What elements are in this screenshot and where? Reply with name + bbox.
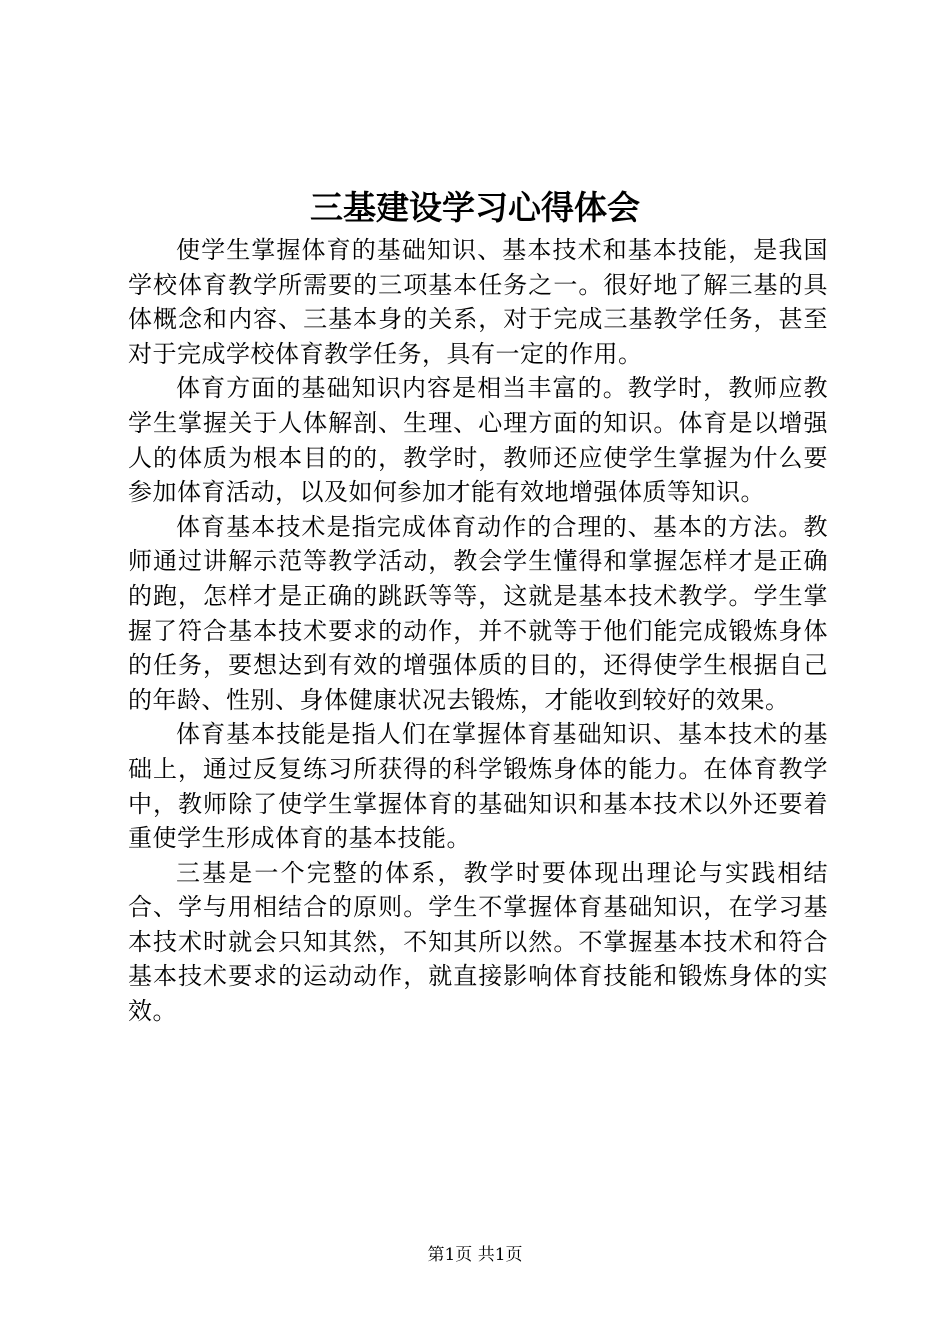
paragraph-5: 三基是一个完整的体系，教学时要体现出理论与实践相结合、学与用相结合的原则。学生不掌握体育基础知识，在学习基本技术时就会只知其然，不知其所以然。不掌握基本技术和符合基本技术要求的运动动作，就直接影响体育技能和锻炼身体的实效。 [128,858,828,1026]
document-title: 三基建设学习心得体会 [310,188,640,227]
document-body [128,233,828,1029]
paragraph-1: 使学生掌握体育的基础知识、基本技术和基本技能，是我国学校体育教学所需要的三项基本任务之一。很好地了解三基的具体概念和内容、三基本身的关系，对于完成三基教学任务，甚至对于完成学校体育教学任务，具有一定的作用。 [128,236,828,368]
page-number-footer: 第1页 共1页 [427,1245,523,1265]
paragraph-3: 体育基本技术是指完成体育动作的合理的、基本的方法。教师通过讲解示范等教学活动，教会学生懂得和掌握怎样才是正确的跑，怎样才是正确的跳跃等等，这就是基本技术教学。学生掌握了符合基本技术要求的动作，并不就等于他们能完成锻炼身体的任务，要想达到有效的增强体质的目的，还得使学生根据自己的年龄、性别、身体健康状况去锻炼，才能收到较好的效果。 [128,512,828,714]
paragraph-2: 体育方面的基础知识内容是相当丰富的。教学时，教师应教学生掌握关于人体解剖、生理、心理方面的知识。体育是以增强人的体质为根本目的的，教学时，教师还应使学生掌握为什么要参加体育活动，以及如何参加才能有效地增强体质等知识。 [128,374,828,507]
paragraph-4: 体育基本技能是指人们在掌握体育基础知识、基本技术的基础上，通过反复练习所获得的科学锻炼身体的能力。在体育教学中，教师除了使学生掌握体育的基础知识和基本技术以外还要着重使学生形成体育的基本技能。 [128,720,828,853]
